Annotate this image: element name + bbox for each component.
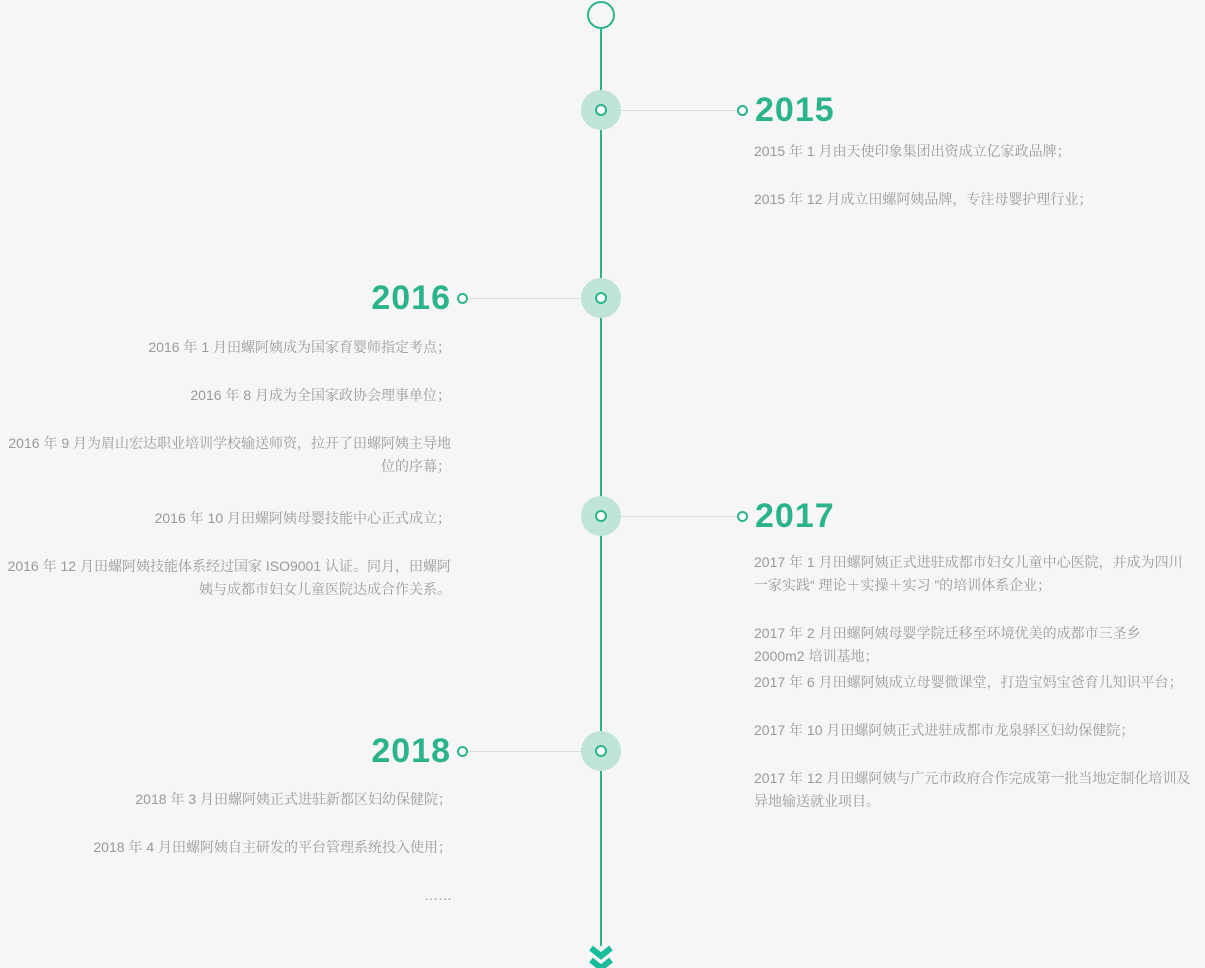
milestone-text: 2017 年 10 月田螺阿姨正式进驻成都市龙泉驿区妇幼保健院； [754, 722, 1135, 738]
year-label: 2018 [371, 732, 451, 770]
milestone-text: 2016 年 10 月田螺阿姨母婴技能中心正式成立； [154, 510, 451, 526]
era-entries [1, 788, 452, 932]
year-marker-circle-icon [457, 293, 468, 304]
era-entries [754, 140, 1191, 236]
year-label: 2017 [755, 497, 835, 535]
timeline-axis-line [600, 29, 602, 946]
milestone-text: 2015 年 1 月由天使印象集团出资成立亿家政品牌； [754, 143, 1071, 159]
milestone-text: 2016 年 12 月田螺阿姨技能体系经过国家 ISO9001 认证。同月，田螺阿姨与成都市妇女儿童医院达成合作关系。 [7, 558, 451, 597]
year-marker-circle-icon [457, 746, 468, 757]
milestone-text: 2017 年 6 月田螺阿姨成立母婴微课堂，打造宝妈宝爸育儿知识平台； [754, 674, 1183, 690]
timeline-node-dot-icon [595, 745, 607, 757]
year-label: 2015 [755, 91, 835, 129]
milestone-text: 2016 年 9 月为眉山宏达职业培训学校输送师资，拉开了田螺阿姨主导地位的序幕； [8, 435, 451, 474]
milestone-text: 2017 年 1 月田螺阿姨正式进驻成都市妇女儿童中心医院，并成为四川一家实践“ 理论＋实操＋实习 ”的培训体系企业； [754, 554, 1183, 593]
milestone-text: …… [424, 887, 452, 903]
milestone-text: 2016 年 1 月田螺阿姨成为国家育婴师指定考点； [148, 339, 451, 355]
milestone-text: 2018 年 3 月田螺阿姨正式进驻新都区妇幼保健院； [135, 791, 452, 807]
milestone-text: 2015 年 12 月成立田螺阿姨品牌，专注母婴护理行业； [754, 191, 1093, 207]
timeline-node-dot-icon [595, 104, 607, 116]
milestone-text: 2017 年 2 月田螺阿姨母婴学院迁移至环境优美的成都市三圣乡 2000m2 培训基地； [754, 625, 1141, 664]
year-connector-line [601, 516, 742, 517]
year-marker-circle-icon [737, 511, 748, 522]
year-connector-line [601, 110, 742, 111]
milestone-text: 2016 年 8 月成为全国家政协会理事单位； [190, 387, 451, 403]
timeline-node-dot-icon [595, 292, 607, 304]
timeline-start-circle-icon [587, 1, 615, 29]
milestone-text: 2017 年 12 月田螺阿姨与广元市政府合作完成第一批当地定制化培训及异地输送就业项目。 [754, 770, 1191, 809]
timeline-node-dot-icon [595, 510, 607, 522]
double-chevron-down-icon [588, 945, 614, 968]
year-marker-circle-icon [737, 105, 748, 116]
year-label: 2016 [371, 279, 451, 317]
milestone-text: 2018 年 4 月田螺阿姨自主研发的平台管理系统投入使用； [93, 839, 452, 855]
era-entries [0, 336, 451, 626]
era-entries [754, 551, 1191, 838]
